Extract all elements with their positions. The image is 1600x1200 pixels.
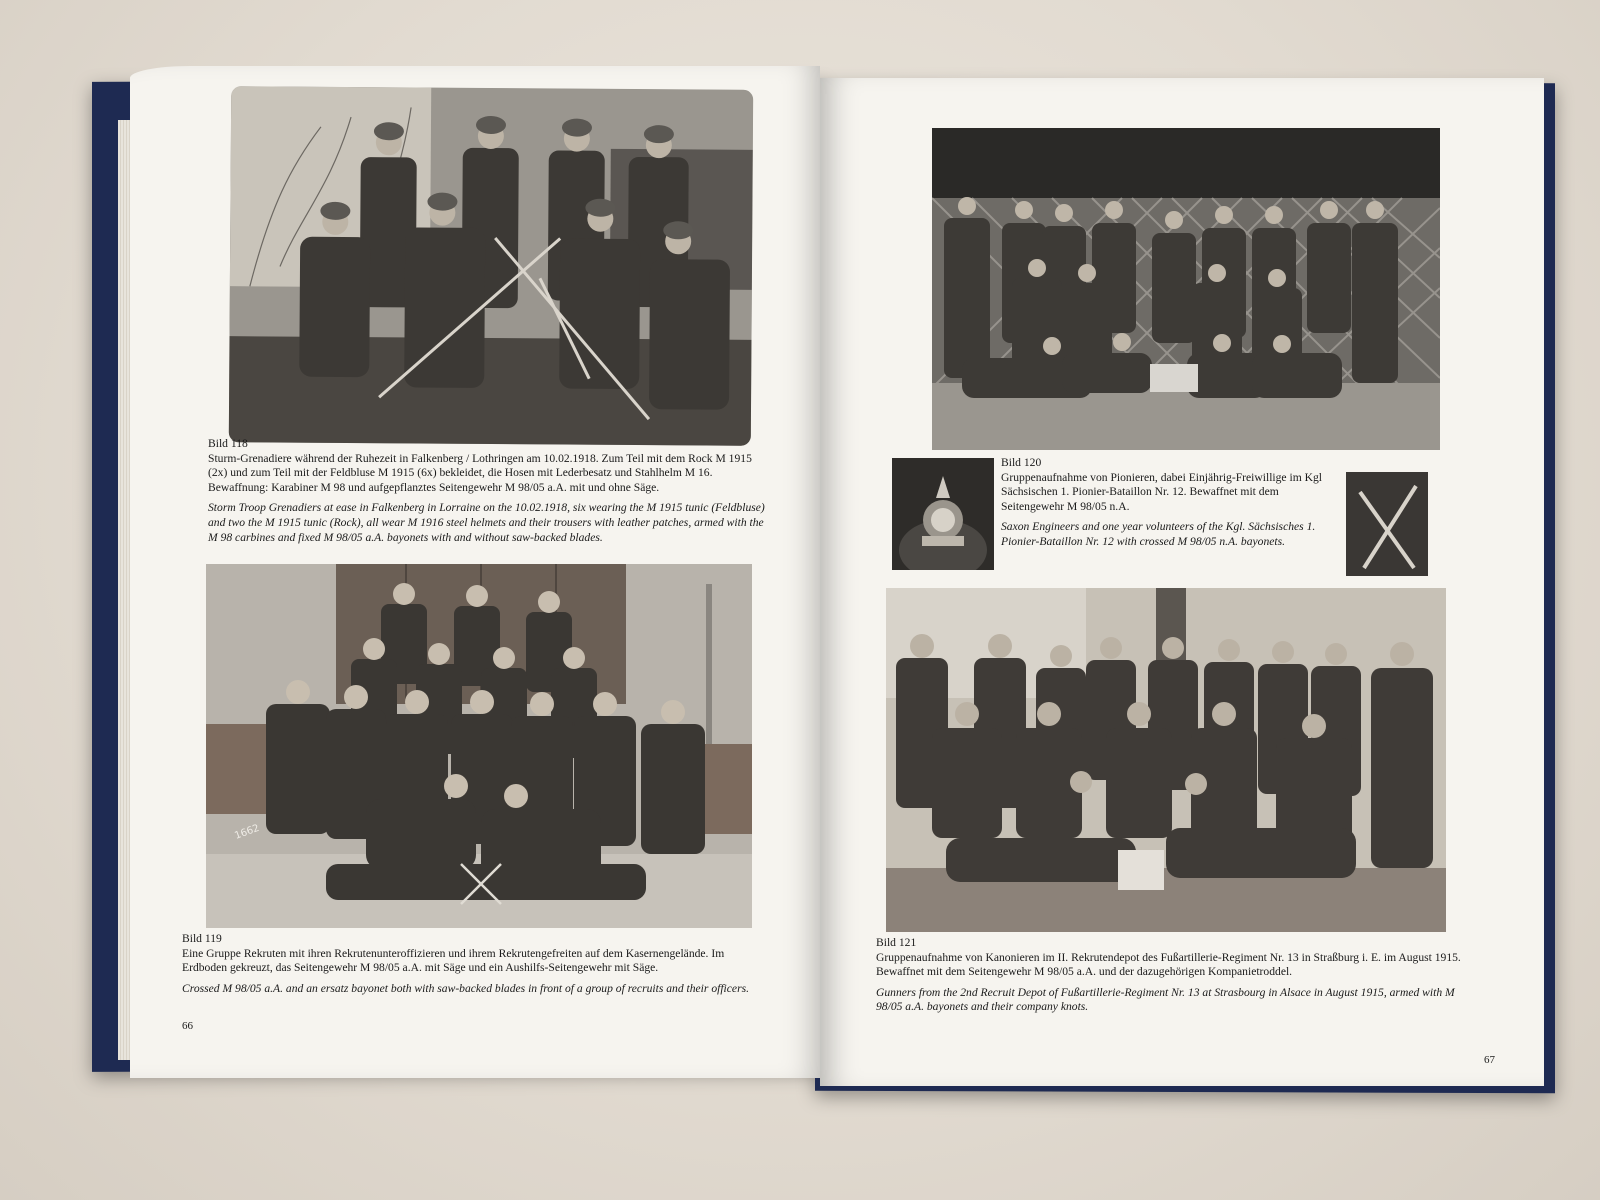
- photo-bild-120-helmet-detail: [892, 458, 994, 570]
- caption-bild-119: [182, 932, 762, 996]
- caption-120-english: Saxon Engineers and one year volunteers of the Kgl. Sächsisches 1. Pionier-Bataillon Nr. 12 with crossed M 98/05 n.A. bayonets.: [1001, 520, 1316, 548]
- caption-118-english: Storm Troop Grenadiers at ease in Falkenberg in Lorraine on the 10.02.1918, six wearing the M 1915 tunic (Feldbluse) and two the M 1915 tunic (Rock), all wear M 1916 steel helmets and their trousers with leather patches, armed with the M 98 carbines and fixed M 98/05 a.A. bayonets with and without saw-backed blades.: [208, 501, 765, 544]
- right-page: [820, 78, 1544, 1086]
- photo-bild-121: [886, 588, 1446, 932]
- caption-bild-121: [876, 936, 1476, 1015]
- caption-118-label: Bild 118: [208, 437, 248, 450]
- caption-120-label: Bild 120: [1001, 456, 1042, 469]
- photo-bild-120-bayonet-detail: [1346, 472, 1428, 576]
- photo-bild-120: [932, 128, 1440, 450]
- left-page-number: 66: [182, 1020, 193, 1032]
- caption-119-english: Crossed M 98/05 a.A. and an ersatz bayonet both with saw-backed blades in front of a group of recruits and their officers.: [182, 981, 749, 995]
- photo-118-scene: [229, 86, 753, 446]
- caption-121-german: Gruppenaufnahme von Kanonieren im II. Rekrutendepot des Fußartillerie-Regiment Nr. 13 in Straßburg i. E. im August 1915. Bewaffnet mit dem Seitengewehr M 98/05 a.A. und der dazugehörigen Kompanietroddel.: [876, 950, 1461, 979]
- photo-120-scene: [932, 128, 1440, 450]
- caption-bild-118: [208, 437, 768, 545]
- photo-bild-118: [229, 86, 753, 446]
- caption-120-german: Gruppenaufnahme von Pionieren, dabei Einjährig-Freiwillige im Kgl Sächsischen 1. Pionier-Bataillon Nr. 12. Bewaffnet mit dem Seitengewehr M 98/05 n.A.: [1001, 470, 1323, 513]
- photo-bild-119: [206, 564, 752, 928]
- photo-121-scene: [886, 588, 1446, 932]
- photo-119-mark: 1662: [233, 822, 261, 842]
- caption-121-english: Gunners from the 2nd Recruit Depot of Fußartillerie-Regiment Nr. 13 at Strasbourg in Alsace in August 1915, armed with M 98/05 a.A. bayonets and their company knots.: [876, 985, 1455, 1014]
- caption-119-label: Bild 119: [182, 932, 222, 945]
- photo-helmet-scene: [892, 458, 994, 570]
- photo-119-scene: [206, 564, 752, 928]
- caption-119-german: Eine Gruppe Rekruten mit ihren Rekrutenunteroffizieren und ihrem Rekrutengefreiten auf dem Kasernengelände. Im Erdboden gekreuzt, das Seitengewehr M 98/05 a.A. mit Säge und ein Aushilfs-Seitengewehr mit Säge.: [182, 946, 725, 975]
- caption-118-german: Sturm-Grenadiere während der Ruhezeit in Falkenberg / Lothringen am 10.02.1918. Zum Teil mit dem Rock M 1915 (2x) und zum Teil mit der Feldbluse M 1915 (6x) bekleidet, die Hosen mit Lederbesatz und Stahlhelm M 16. Bewaffnung: Karabiner M 98 und aufgepflanztes Seitengewehr M 98/05 a.A. mit und ohne Säge.: [208, 451, 752, 494]
- caption-bild-120: [1001, 456, 1339, 550]
- right-page-number: 67: [1484, 1054, 1495, 1066]
- photo-bayonet-scene: [1346, 472, 1428, 576]
- left-page: [130, 66, 820, 1078]
- caption-121-label: Bild 121: [876, 936, 917, 949]
